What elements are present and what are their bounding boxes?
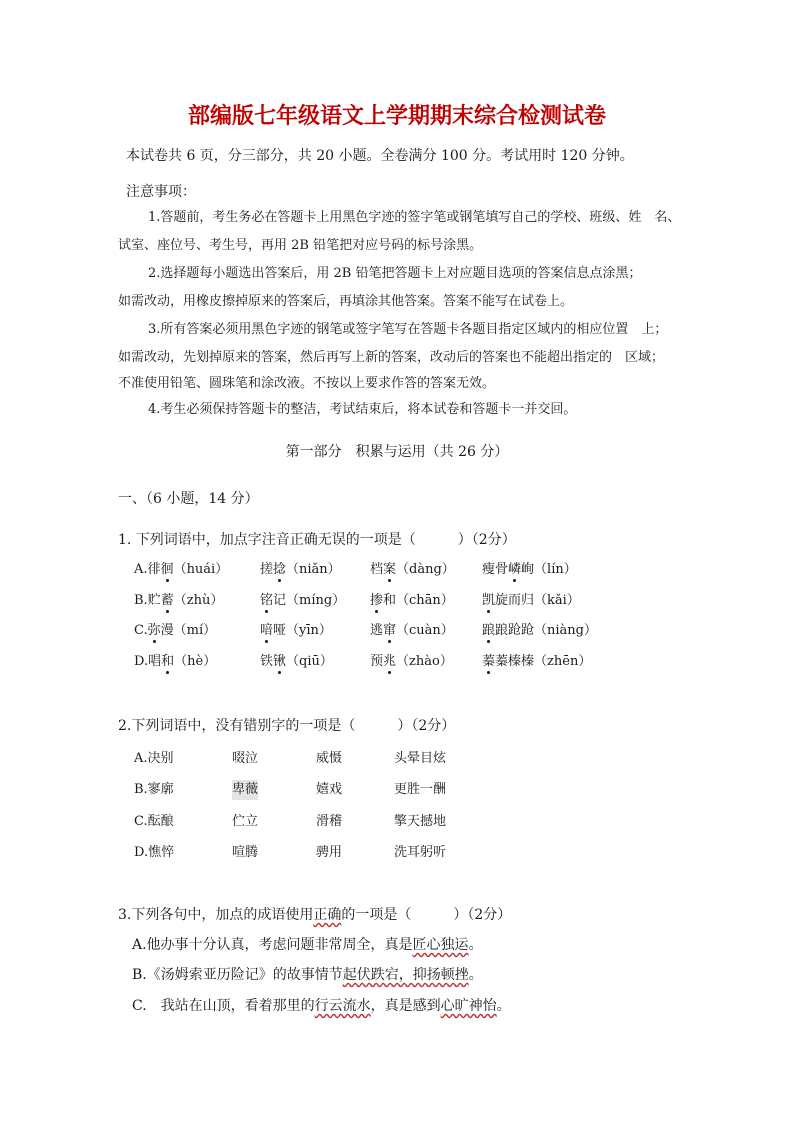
q3-stem-pre: 3.下列各句中，加点的成语使用 <box>118 907 314 923</box>
option-letter: B. <box>134 593 148 608</box>
q1-option-term <box>134 591 223 611</box>
q2-option-term: 更胜一酬 <box>394 782 447 797</box>
notice-line: 3.所有答案必须用黑色字迹的钢笔或签字笔写在答题卡各题目指定区域内的相应位置 上； <box>148 322 668 337</box>
option-letter: D. <box>134 654 149 669</box>
term-text: 蓁榛榛 <box>495 654 535 669</box>
q3-stem <box>118 905 511 925</box>
dotted-char: 弥 <box>147 623 161 638</box>
q3-option-text: 。 <box>496 998 511 1014</box>
dotted-char: 徊 <box>160 562 174 577</box>
exam-title: 部编版七年级语文上学期期末综合检测试卷 <box>187 104 606 129</box>
q2-option-term: 喧腾 <box>232 845 259 860</box>
dotted-char: 蓄 <box>160 593 174 608</box>
pinyin: （zhù） <box>173 593 224 608</box>
dotted-char: 凯 <box>482 593 496 608</box>
q1-stem: 1. 下列词语中，加点字注音正确无误的一项是（ ）（2分） <box>118 532 516 548</box>
dotted-char: 和 <box>161 654 175 669</box>
q2-option-term: C.酝酿 <box>134 814 174 829</box>
pinyin: （dàng） <box>396 562 455 577</box>
q3-option-text: A.他办事十分认真，考虑问题非常周全，真是 <box>132 937 413 953</box>
pinyin: （yīn） <box>286 623 332 638</box>
q2-option-term: A.决别 <box>134 751 174 766</box>
dotted-char: 喑 <box>260 623 274 638</box>
q2-option-term: 头晕目炫 <box>394 751 447 766</box>
term-text: 搓 <box>260 562 274 577</box>
term-text: 瘦骨 <box>482 562 509 577</box>
q3-option-text: B.《汤姆索亚历险记》的故事情节 <box>132 967 343 983</box>
term-text: 唱 <box>148 654 162 669</box>
q1-option-term <box>482 591 580 611</box>
pinyin: （niǎn） <box>286 562 341 577</box>
q1-option-term <box>260 591 345 611</box>
q1-option-term <box>370 591 454 611</box>
notice-line: 1.答题前，考生务必在答题卡上用黑色字迹的签字笔或钢笔填写自己的学校、班级、姓 名、 <box>148 210 681 225</box>
q2-stem: 2.下列词语中，没有错别字的一项是（ ）（2分） <box>118 718 456 734</box>
dotted-char: 窜 <box>383 623 397 638</box>
pinyin: （lín） <box>534 562 577 577</box>
pinyin: （chān） <box>396 593 454 608</box>
term-text: 记 <box>273 593 287 608</box>
q3-stem-post: 的一项是（ ）（2分） <box>341 907 512 923</box>
pinyin: （qiū） <box>286 654 333 669</box>
notice-line: 不准使用铅笔、圆珠笔和涂改液。不按以上要求作答的答案无效。 <box>118 376 496 391</box>
q1-option-term <box>482 621 597 641</box>
dotted-char: 蓁 <box>482 654 496 669</box>
notice-line: 2.选择题每小题选出答案后，用 2B 铅笔把答题卡上对应题目选项的答案信息点涂黑； <box>148 266 642 281</box>
q1-option-term <box>482 652 591 672</box>
q3-option-c <box>132 996 511 1016</box>
term-text: 哑 <box>273 623 287 638</box>
q1-option-term <box>482 560 577 580</box>
q3-option-b <box>132 965 483 985</box>
part1-heading: 第一部分 积累与运用（共 26 分） <box>285 444 509 460</box>
term-text: 踉跄跄 <box>495 623 535 638</box>
pinyin: （niàng） <box>534 623 598 638</box>
dotted-char: 掺 <box>370 593 384 608</box>
q3-option-text: C. 我站在山顶，看着那里的 <box>132 998 315 1014</box>
pinyin: （zhào） <box>396 654 453 669</box>
term-text: 峋 <box>521 562 535 577</box>
q2-option-term: 洗耳躬听 <box>394 845 447 860</box>
notice-line: 如需改动，用橡皮擦掉原来的答案后，再填涂其他答案。答案不能写在试卷上。 <box>118 294 574 309</box>
option-letter: C. <box>134 623 148 638</box>
q2-option-term: 骋用 <box>316 845 343 860</box>
term-text: 旋而归 <box>495 593 535 608</box>
q2-option-term: 啜泣 <box>232 751 259 766</box>
pinyin: （hè） <box>174 654 217 669</box>
term-text: 徘 <box>147 562 161 577</box>
q3-idiom: 匠心独运 <box>412 937 469 953</box>
pinyin: （kǎi） <box>534 593 580 608</box>
dotted-char: 案 <box>383 562 397 577</box>
term-text: 铁 <box>260 654 274 669</box>
q3-option-text: ，真是感到 <box>370 998 441 1014</box>
q2-option-term: 威慑 <box>316 751 343 766</box>
q1-option-term <box>370 621 454 641</box>
dotted-char: 铭 <box>260 593 274 608</box>
q2-option-term: 滑稽 <box>316 814 343 829</box>
q2-option-term: 伫立 <box>232 814 259 829</box>
dotted-char: 锹 <box>273 654 287 669</box>
q1-option-term <box>260 560 341 580</box>
section1-heading: 一、（6 小题，14 分） <box>118 491 259 507</box>
notice-line: 4.考生必须保持答题卡的整洁，考试结束后，将本试卷和答题卡一并交回。 <box>148 402 577 417</box>
q3-idiom: 行云流水 <box>314 998 371 1014</box>
term-text: 漫 <box>160 623 174 638</box>
pinyin: （cuàn） <box>396 623 454 638</box>
dotted-char: 兆 <box>383 654 397 669</box>
q1-option-term <box>134 652 216 672</box>
notice-line: 试室、座位号、考生号，再用 2B 铅笔把对应号码的标号涂黑。 <box>118 238 483 253</box>
notice-heading: 注意事项： <box>126 184 196 200</box>
term-text: 贮 <box>147 593 161 608</box>
dotted-char: 捻 <box>273 562 287 577</box>
notice-line: 如需改动，先划掉原来的答案，然后再写上新的答案，改动后的答案也不能超出指定的 区域； <box>118 350 665 365</box>
q2-option-term: B.寥廓 <box>134 782 174 797</box>
q2-option-term: 卑薇 <box>232 780 258 800</box>
q1-option-term <box>260 652 333 672</box>
q2-option-term: D.憔悴 <box>134 845 175 860</box>
q2-option-term: 嬉戏 <box>316 782 343 797</box>
q3-idiom: 心旷神怡 <box>440 998 497 1014</box>
pinyin: （mí） <box>173 623 217 638</box>
dotted-char: 踉 <box>482 623 496 638</box>
dotted-char: 嶙 <box>508 562 522 577</box>
q3-option-text: 。 <box>468 937 483 953</box>
q3-option-a <box>132 935 483 955</box>
pinyin: （zhēn） <box>534 654 592 669</box>
term-text: 和 <box>383 593 397 608</box>
q2-option-term: 擎天撼地 <box>394 814 447 829</box>
q1-option-term <box>134 621 216 641</box>
pinyin: （huái） <box>173 562 229 577</box>
term-text: 预 <box>370 654 384 669</box>
q1-option-term <box>370 652 453 672</box>
term-text: 逃 <box>370 623 384 638</box>
q1-option-term <box>260 621 332 641</box>
pinyin: （míng） <box>286 593 346 608</box>
exam-intro: 本试卷共 6 页，分三部分，共 20 小题。全卷满分 100 分。考试用时 120 分钟。 <box>126 148 634 164</box>
q1-option-term <box>370 560 455 580</box>
q3-stem-emphasis: 正确 <box>313 907 342 923</box>
option-letter: A. <box>134 562 148 577</box>
q3-idiom: 起伏跌宕，抑扬顿挫 <box>342 967 469 983</box>
term-text: 档 <box>370 562 384 577</box>
q1-option-term <box>134 560 228 580</box>
q3-option-text: 。 <box>468 967 483 983</box>
